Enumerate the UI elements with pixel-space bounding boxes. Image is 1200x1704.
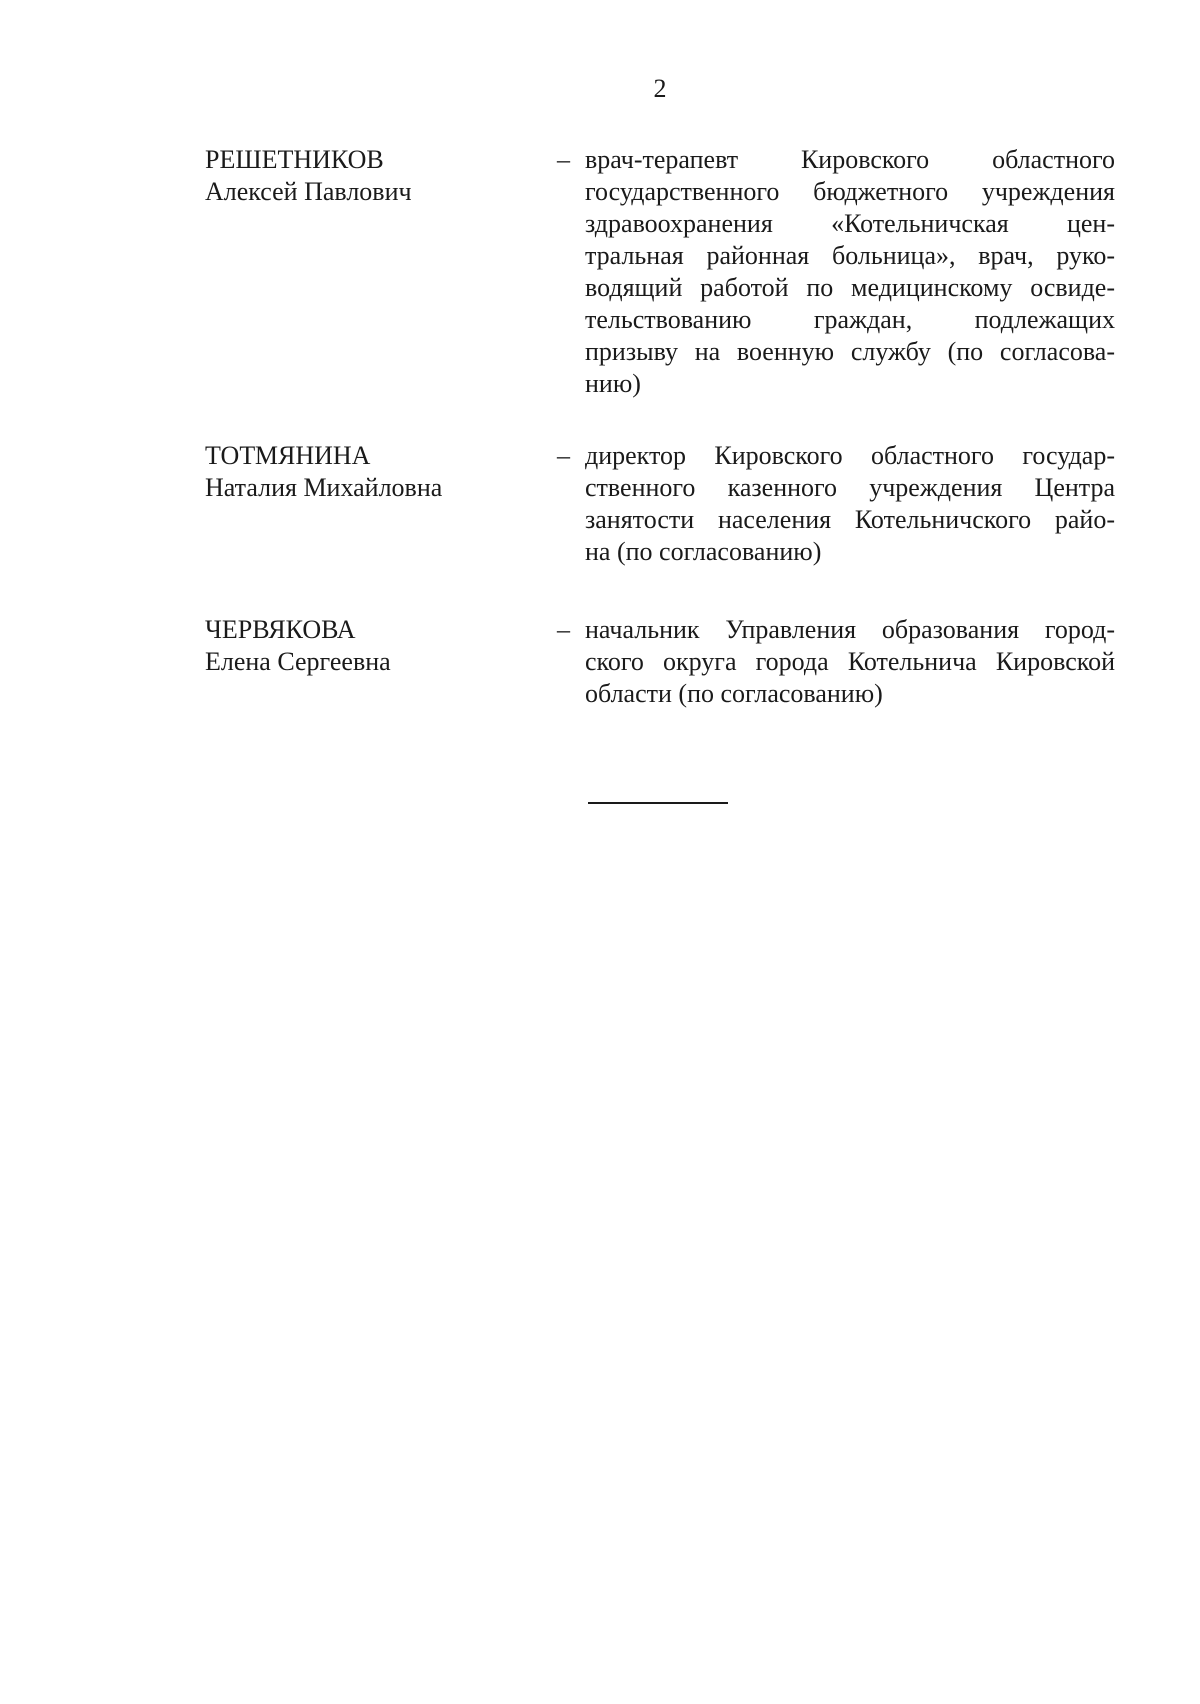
role-line: здравоохранения «Котельничская цен- [585,209,1115,238]
dash-separator: – [557,441,570,470]
member-role [585,440,1115,568]
dash-separator: – [557,615,570,644]
role-line: тральная районная больница», врач, руко- [585,241,1115,270]
role-line: начальник Управления образования город- [585,615,1115,644]
member-name [205,440,545,504]
member-surname: ТОТМЯНИНА [205,441,371,470]
role-line: государственного бюджетного учреждения [585,177,1115,206]
member-surname: РЕШЕТНИКОВ [205,145,384,174]
page-number: 2 [653,74,667,103]
role-line: ского округа города Котельнича Кировской [585,647,1115,676]
member-name [205,144,545,208]
member-given-names: Наталия Михайловна [205,473,443,502]
role-line: занятости населения Котельничского райо- [585,505,1115,534]
member-role [585,144,1115,400]
member-given-names: Елена Сергеевна [205,647,391,676]
member-surname: ЧЕРВЯКОВА [205,615,356,644]
role-line: водящий работой по медицинскому освиде- [585,273,1115,302]
role-line: нию) [585,369,641,398]
role-line: директор Кировского областного государ- [585,441,1115,470]
role-line: врач-терапевт Кировского областного [585,145,1115,174]
member-given-names: Алексей Павлович [205,177,412,206]
role-line: на (по согласованию) [585,537,822,566]
dash-separator: – [557,145,570,174]
role-line: области (по согласованию) [585,679,883,708]
role-line: тельствованию граждан, подлежащих [585,305,1115,334]
member-role [585,614,1115,710]
member-name [205,614,545,678]
closing-rule [588,802,728,804]
role-line: призыву на военную службу (по согласова- [585,337,1115,366]
role-line: ственного казенного учреждения Центра [585,473,1115,502]
